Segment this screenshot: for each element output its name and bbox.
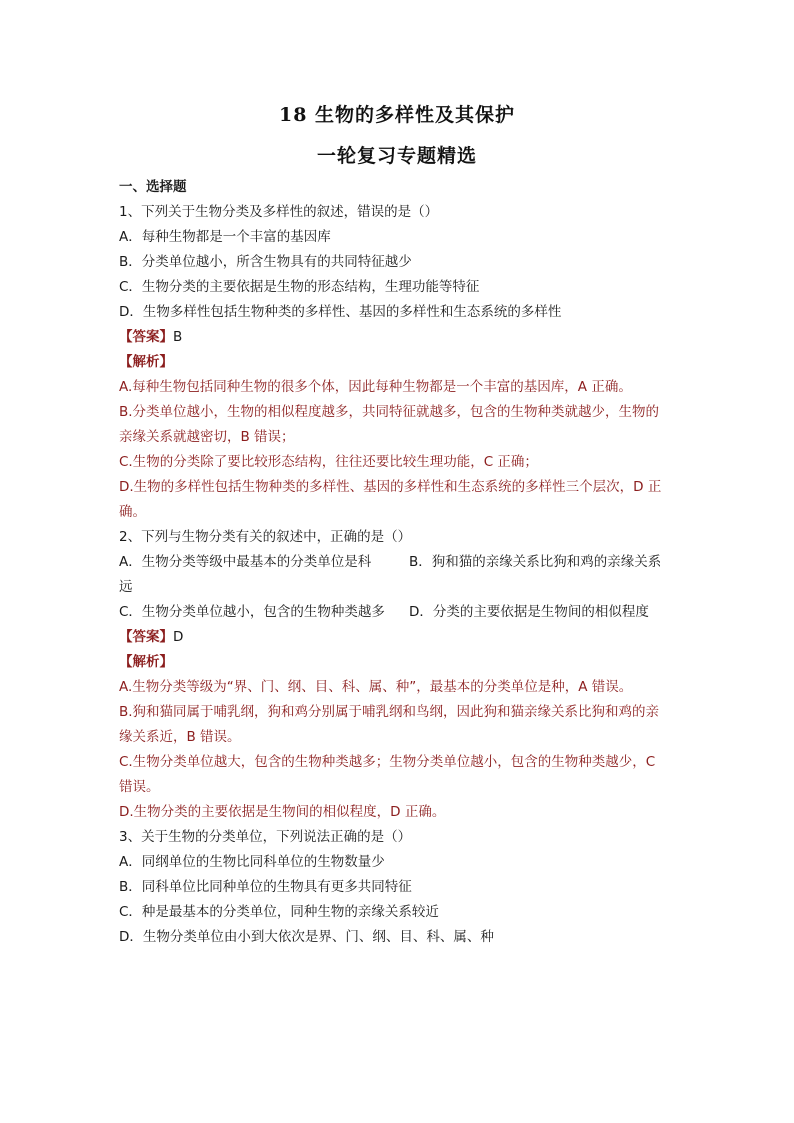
question-2-analysis-line: D.生物分类的主要依据是生物间的相似程度，D 正确。 (119, 804, 446, 820)
question-3-option-d: D．生物分类单位由小到大依次是界、门、纲、目、科、属、种 (119, 929, 494, 945)
answer-label: 【答案】 (119, 629, 173, 645)
question-3-option-c: C．种是最基本的分类单位，同种生物的亲缘关系较近 (119, 904, 439, 920)
question-1-analysis-line: C.生物的分类除了要比较形态结构，往往还要比较生理功能，C 正确； (119, 454, 538, 470)
question-2-analysis-line: 缘关系近，B 错误。 (119, 729, 241, 745)
answer-value: B (173, 329, 183, 345)
question-2-options-row-1 (119, 550, 679, 575)
question-1-analysis-label: 【解析】 (119, 354, 173, 370)
question-2-option-d: D．分类的主要依据是生物间的相似程度 (409, 604, 649, 620)
question-2-answer (119, 625, 679, 650)
question-1-option-c: C．生物分类的主要依据是生物的形态结构，生理功能等特征 (119, 279, 480, 295)
question-1-stem: 1、下列关于生物分类及多样性的叙述，错误的是（） (119, 204, 439, 220)
question-2-analysis-label: 【解析】 (119, 654, 173, 670)
answer-label: 【答案】 (119, 329, 173, 345)
document-title: 18 生物的多样性及其保护 (278, 104, 516, 126)
document-subtitle: 一轮复习专题精选 (316, 145, 477, 167)
question-2-option-a: A．生物分类等级中最基本的分类单位是科 (119, 554, 372, 570)
question-3-option-b: B．同科单位比同种单位的生物具有更多共同特征 (119, 879, 412, 895)
answer-value: D (173, 629, 184, 645)
question-2-option-c: C．生物分类单位越小，包含的生物种类越多 (119, 604, 385, 620)
question-2-option-b: B．狗和猫的亲缘关系比狗和鸡的亲缘关系 (409, 554, 662, 570)
question-2-analysis-line: C.生物分类单位越大，包含的生物种类越多；生物分类单位越小，包含的生物种类越少，C (119, 754, 656, 770)
document-body (119, 175, 679, 950)
question-3-option-a: A．同纲单位的生物比同科单位的生物数量少 (119, 854, 385, 870)
question-2-option-b-continued: 远 (119, 579, 133, 595)
question-2-analysis-line: B.狗和猫同属于哺乳纲，狗和鸡分别属于哺乳纲和鸟纲，因此狗和猫亲缘关系比狗和鸡的亲 (119, 704, 660, 720)
question-1-answer (119, 325, 679, 350)
section-heading: 一、选择题 (119, 179, 187, 195)
question-1-analysis-line: D.生物的多样性包括生物种类的多样性、基因的多样性和生态系统的多样性三个层次，D 正 (119, 479, 662, 495)
question-2-stem: 2、下列与生物分类有关的叙述中，正确的是（） (119, 529, 412, 545)
question-2-analysis-line: A.生物分类等级为“界、门、纲、目、科、属、种”，最基本的分类单位是种，A 错误。 (119, 679, 633, 695)
question-1-option-a: A．每种生物都是一个丰富的基因库 (119, 229, 331, 245)
question-1-option-d: D．生物多样性包括生物种类的多样性、基因的多样性和生态系统的多样性 (119, 304, 562, 320)
question-3-stem: 3、关于生物的分类单位，下列说法正确的是（） (119, 829, 412, 845)
question-2-options-row-2 (119, 600, 679, 625)
question-2-analysis-line: 错误。 (119, 779, 160, 795)
question-1-analysis-line: 确。 (119, 504, 146, 520)
question-1-analysis-line: A.每种生物包括同种生物的很多个体，因此每种生物都是一个丰富的基因库，A 正确。 (119, 379, 632, 395)
question-1-analysis-line: 亲缘关系就越密切，B 错误； (119, 429, 295, 445)
question-1-option-b: B．分类单位越小，所含生物具有的共同特征越少 (119, 254, 412, 270)
question-1-analysis-line: B.分类单位越小，生物的相似程度越多，共同特征就越多，包含的生物种类就越少，生物的 (119, 404, 660, 420)
